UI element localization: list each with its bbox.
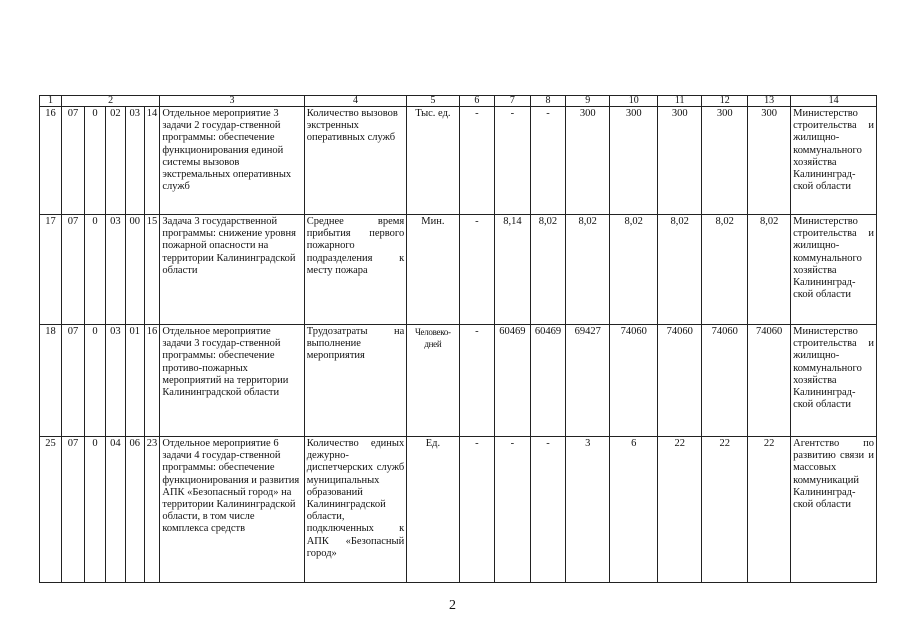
table-row (40, 215, 877, 325)
header-col-11: 11 (658, 96, 702, 107)
code-cell: 07 (61, 437, 84, 583)
value-cell: 74060 (610, 325, 658, 437)
table-row (40, 437, 877, 583)
code-cell: 01 (125, 325, 144, 437)
value-cell: 60469 (530, 325, 566, 437)
code-cell: 07 (61, 107, 84, 215)
code-cell: 07 (61, 325, 84, 437)
code-cell: 03 (125, 107, 144, 215)
header-col-4: 4 (304, 96, 407, 107)
value-cell: 300 (702, 107, 748, 215)
code-cell: 07 (61, 215, 84, 325)
code-cell: 0 (84, 107, 105, 215)
indicators-table (39, 95, 877, 583)
code-cell: 0 (84, 215, 105, 325)
header-col-1: 1 (40, 96, 62, 107)
value-cell: - (459, 107, 495, 215)
header-col-12: 12 (702, 96, 748, 107)
value-cell: 8,02 (748, 215, 791, 325)
code-cell: 23 (144, 437, 160, 583)
table-row (40, 325, 877, 437)
code-cell: 04 (105, 437, 125, 583)
code-cell: 14 (144, 107, 160, 215)
value-cell: 74060 (748, 325, 791, 437)
value-cell: 8,02 (530, 215, 566, 325)
event-cell: Отдельное мероприятие 6 задачи 4 государ-ственной программы: обеспечение функционирования и развития АПК «Безопасный город» на территории Калининградской области, в том числе комплекса средств (160, 437, 304, 583)
row-number: 25 (40, 437, 62, 583)
value-cell: 60469 (495, 325, 531, 437)
row-number: 17 (40, 215, 62, 325)
value-cell: 74060 (658, 325, 702, 437)
value-cell: 300 (610, 107, 658, 215)
value-cell: 6 (610, 437, 658, 583)
unit-cell: Человеко-дней (407, 325, 459, 437)
row-number: 16 (40, 107, 62, 215)
page-number: 2 (449, 598, 456, 613)
value-cell: - (459, 215, 495, 325)
header-col-10: 10 (610, 96, 658, 107)
header-row (40, 96, 877, 107)
header-col-3: 3 (160, 96, 304, 107)
header-col-14: 14 (791, 96, 877, 107)
value-cell: 8,02 (610, 215, 658, 325)
indicator-cell: Трудозатраты на выполнение мероприятия (304, 325, 407, 437)
value-cell: 300 (748, 107, 791, 215)
header-col-5: 5 (407, 96, 459, 107)
event-cell: Задача 3 государственной программы: снижение уровня пожарной опасности на территории Калининградской области (160, 215, 304, 325)
code-cell: 02 (105, 107, 125, 215)
value-cell: 8,02 (658, 215, 702, 325)
code-cell: 0 (84, 437, 105, 583)
event-cell: Отдельное мероприятие задачи 3 государ-ственной программы: обеспечение противо-пожарных мероприятий на территории Калининградской области (160, 325, 304, 437)
value-cell: 300 (566, 107, 610, 215)
value-cell: - (495, 437, 531, 583)
value-cell: - (495, 107, 531, 215)
executor-cell: Министерство строительства и жилищно-коммунального хозяйства Калининград-ской области (791, 107, 877, 215)
code-cell: 16 (144, 325, 160, 437)
header-col-13: 13 (748, 96, 791, 107)
value-cell: 22 (702, 437, 748, 583)
table-row (40, 107, 877, 215)
value-cell: - (459, 437, 495, 583)
row-number: 18 (40, 325, 62, 437)
value-cell: 69427 (566, 325, 610, 437)
value-cell: 22 (748, 437, 791, 583)
indicator-cell: Количество вызовов экстренных оперативных служб (304, 107, 407, 215)
header-col-8: 8 (530, 96, 566, 107)
value-cell: - (530, 107, 566, 215)
value-cell: 22 (658, 437, 702, 583)
value-cell: 8,14 (495, 215, 531, 325)
code-cell: 03 (105, 215, 125, 325)
header-col-6: 6 (459, 96, 495, 107)
code-cell: 0 (84, 325, 105, 437)
indicator-cell: Количество единых дежурно-диспетчерских служб муниципальных образований Калининградской области, подключенных к АПК «Безопасный город» (304, 437, 407, 583)
value-cell: 300 (658, 107, 702, 215)
unit-cell: Тыс. ед. (407, 107, 459, 215)
code-cell: 00 (125, 215, 144, 325)
value-cell: 74060 (702, 325, 748, 437)
value-cell: - (530, 437, 566, 583)
value-cell: 8,02 (702, 215, 748, 325)
value-cell: 8,02 (566, 215, 610, 325)
code-cell: 06 (125, 437, 144, 583)
value-cell: - (459, 325, 495, 437)
unit-cell: Ед. (407, 437, 459, 583)
executor-cell: Агентство по развитию связи и массовых коммуникаций Калининград-ской области (791, 437, 877, 583)
code-cell: 15 (144, 215, 160, 325)
code-cell: 03 (105, 325, 125, 437)
indicator-cell: Среднее время прибытия первого пожарного подразделения к месту пожара (304, 215, 407, 325)
header-col-2: 2 (61, 96, 159, 107)
executor-cell: Министерство строительства и жилищно-коммунального хозяйства Калининград-ской области (791, 325, 877, 437)
executor-cell: Министерство строительства и жилищно-коммунального хозяйства Калининград-ской области (791, 215, 877, 325)
event-cell: Отдельное мероприятие 3 задачи 2 государ-ственной программы: обеспечение функционирования единой системы вызовов экстремальных оперативных служб (160, 107, 304, 215)
header-col-7: 7 (495, 96, 531, 107)
unit-cell: Мин. (407, 215, 459, 325)
header-col-9: 9 (566, 96, 610, 107)
value-cell: 3 (566, 437, 610, 583)
